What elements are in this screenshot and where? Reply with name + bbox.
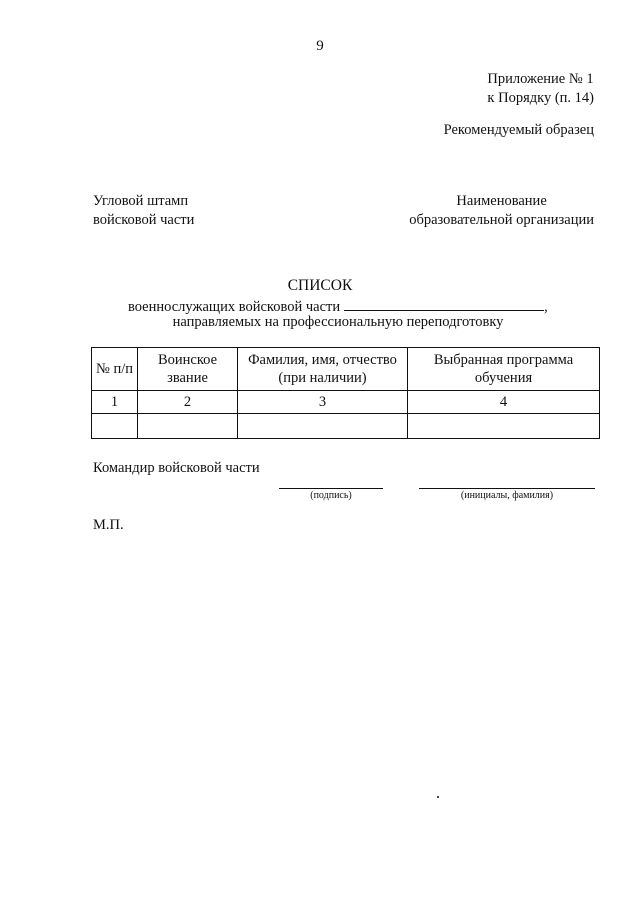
header-rank: Воинское звание <box>138 348 238 391</box>
appendix-line-2: к Порядку (п. 14) <box>487 90 594 106</box>
name-line <box>419 488 595 489</box>
subtitle-text-1: военнослужащих войсковой части <box>128 299 341 315</box>
header-number: № п/п <box>92 348 138 391</box>
personnel-table <box>91 347 600 439</box>
stamp-line-2: войсковой части <box>93 212 195 228</box>
header-full-name: Фамилия, имя, отчество (при наличии) <box>238 348 408 391</box>
empty-cell <box>92 414 138 439</box>
empty-cell <box>408 414 600 439</box>
empty-cell <box>238 414 408 439</box>
corner-stamp-label <box>93 192 194 230</box>
signature-line <box>279 488 383 489</box>
column-number-2: 2 <box>138 391 238 414</box>
organization-line-1: Наименование <box>456 193 547 209</box>
seal-place-label: М.П. <box>93 517 124 533</box>
appendix-line-1: Приложение № 1 <box>487 71 594 87</box>
appendix-reference <box>487 70 594 108</box>
scan-dot <box>437 796 439 798</box>
document-title: СПИСОК <box>287 277 353 294</box>
column-number-3: 3 <box>238 391 408 414</box>
table-header-row <box>92 348 600 391</box>
header-program: Выбранная программа обучения <box>408 348 600 391</box>
table-row <box>92 414 600 439</box>
organization-line-2: образовательной организации <box>409 212 594 228</box>
column-number-1: 1 <box>92 391 138 414</box>
organization-label <box>409 192 594 230</box>
empty-cell <box>138 414 238 439</box>
name-caption: (инициалы, фамилия) <box>460 490 554 501</box>
stamp-line-1: Угловой штамп <box>93 193 189 209</box>
subtitle-comma: , <box>544 299 548 315</box>
signature-caption: (подпись) <box>310 490 352 501</box>
unit-blank-line <box>344 297 544 311</box>
subtitle-line-2: направляемых на профессиональную переподготовку <box>172 314 504 330</box>
table-row <box>92 391 600 414</box>
page-number: 9 <box>316 38 324 54</box>
commander-label: Командир войсковой части <box>93 460 260 476</box>
sample-label: Рекомендуемый образец <box>443 122 594 138</box>
column-number-4: 4 <box>408 391 600 414</box>
